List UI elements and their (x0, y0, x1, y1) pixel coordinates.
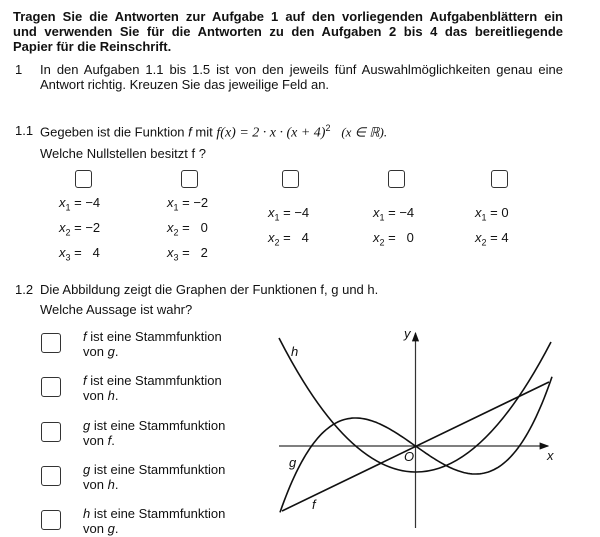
fn-name: h (107, 388, 115, 403)
root-value: = 2 (182, 245, 208, 261)
von-text: von (83, 521, 108, 536)
von-text: von (83, 344, 108, 359)
label-h: h (291, 344, 299, 359)
period: . (114, 521, 119, 536)
fn-name: h (83, 506, 91, 521)
question-prompt: Welche Nullstellen besitzt f ? (40, 146, 206, 161)
root-value: = 0 (388, 230, 414, 246)
fn-name: g (107, 521, 115, 536)
formula: f(x) = 2 · x · (x + 4) (216, 125, 326, 141)
root-var: x (268, 205, 275, 220)
formula-exponent: 2 (325, 123, 331, 133)
root-index: 2 (379, 237, 385, 248)
task-text: Antwort richtig. Kreuzen Sie das jeweilige Feld an. (40, 77, 330, 92)
root-var: x (167, 195, 174, 210)
root-index: 2 (65, 227, 71, 238)
fn-name: h (107, 477, 115, 492)
fn-name: g (83, 462, 91, 477)
question-prompt: Welche Aussage ist wahr? (40, 302, 193, 317)
root-value: = −4 (74, 195, 101, 210)
statement: ist eine Stammfunktion (90, 506, 226, 521)
root-value: = 0 (490, 205, 509, 220)
root-var: x (59, 220, 66, 236)
root-value: = 4 (74, 245, 100, 261)
root-var: x (59, 245, 66, 261)
statement: ist eine Stammfunktion (86, 373, 222, 388)
statement: ist eine Stammfunktion (90, 418, 226, 433)
label-origin: O (404, 449, 415, 464)
instruction-line: Tragen Sie die Antworten zur Aufgabe 1 auf den vorliegenden Aufgabenblättern ein (13, 9, 563, 24)
period: . (111, 433, 115, 448)
root-value: = 4 (490, 230, 509, 246)
root-index: 1 (379, 212, 385, 223)
root-value: = −2 (182, 195, 209, 210)
question-number: 1.2 (15, 282, 34, 297)
root-index: 1 (173, 202, 179, 213)
von-text: von (83, 388, 108, 403)
intro-text: Gegeben ist die Funktion (40, 124, 185, 140)
root-var: x (475, 230, 482, 246)
root-var: x (167, 245, 174, 261)
root-index: 1 (274, 212, 280, 223)
root-index: 1 (481, 212, 487, 223)
question-text: Die Abbildung zeigt die Graphen der Funktionen f, g und h. (40, 282, 379, 297)
root-var: x (268, 230, 275, 246)
task-text: In den Aufgaben 1.1 bis 1.5 ist von den jeweils fünf Auswahlmöglichkeiten genau eine (40, 62, 563, 77)
root-index: 2 (274, 237, 280, 248)
root-index: 3 (173, 252, 179, 263)
von-text: von (83, 433, 108, 448)
root-index: 1 (65, 202, 71, 213)
question-number: 1.1 (15, 123, 34, 138)
root-value: = −4 (388, 205, 415, 220)
root-index: 3 (65, 252, 71, 263)
root-value: = −4 (283, 205, 310, 220)
label-f: f (312, 497, 316, 512)
root-var: x (59, 195, 66, 210)
root-var: x (475, 205, 482, 220)
period: . (114, 477, 119, 492)
statement: ist eine Stammfunktion (90, 462, 226, 477)
label-x: x (547, 448, 554, 463)
period: . (114, 388, 119, 403)
root-value: = −2 (74, 220, 101, 236)
root-value: = 4 (283, 230, 309, 246)
formula-domain: (x ∈ ℝ). (341, 124, 388, 140)
von-text: von (83, 477, 108, 492)
mit-text: mit (195, 124, 213, 140)
fn-name: f (188, 124, 192, 140)
fn-name: f (107, 433, 112, 448)
statement: ist eine Stammfunktion (86, 329, 222, 344)
period: . (114, 344, 119, 359)
fn-name: f (83, 329, 87, 344)
instruction-line: Papier für die Reinschrift. (13, 39, 172, 54)
label-g: g (289, 455, 297, 470)
fn-name: f (83, 373, 87, 388)
task-number: 1 (15, 62, 23, 77)
root-var: x (167, 220, 174, 236)
label-y: y (404, 326, 411, 341)
root-index: 2 (481, 237, 487, 248)
root-index: 2 (173, 227, 179, 238)
root-value: = 0 (182, 220, 208, 236)
root-var: x (373, 205, 380, 220)
instruction-line: und verwenden Sie für die Antworten zu den Aufgaben 2 bis 4 das bereitliegende (13, 24, 563, 39)
root-var: x (373, 230, 380, 246)
fn-name: g (83, 418, 91, 433)
fn-name: g (107, 344, 115, 359)
